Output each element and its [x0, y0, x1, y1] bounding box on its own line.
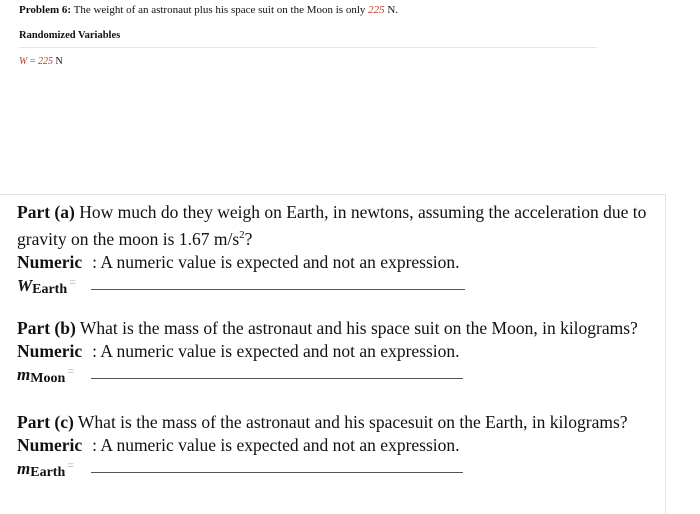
- rv-value: 225: [37, 56, 53, 67]
- parts-panel: [0, 194, 666, 514]
- part-c-var-sub: Earth: [30, 465, 66, 480]
- part-c-var-symbol: m: [17, 459, 31, 478]
- part-c-question: Part (c) What is the mass of the astronaut and his spacesuit on the Earth, in kilograms?: [17, 412, 628, 432]
- randomized-divider: [19, 47, 597, 48]
- part-a-answer-blank[interactable]: [91, 289, 465, 290]
- part-b-var-sub: Moon: [30, 371, 66, 386]
- part-b-numeric-hint: Numeric : A numeric value is expected and not an expression.: [17, 341, 460, 361]
- part-c-numeric-label: Numeric: [17, 435, 83, 455]
- part-c-numeric-hint: Numeric : A numeric value is expected and not an expression.: [17, 435, 460, 455]
- part-a-question: Part (a) How much do they weigh on Earth, in newtons, assuming the acceleration due to gravity on the moon is 1.67 $m/s^2$?: [17, 202, 647, 249]
- part-c-answer-blank[interactable]: [91, 472, 463, 473]
- part-b-numeric-label: Numeric: [17, 341, 83, 361]
- part-a-numeric-hint: Numeric : A numeric value is expected and not an expression.: [17, 251, 460, 272]
- rv-equals: =: [29, 56, 36, 67]
- problem-header-panel: [0, 0, 700, 190]
- rv-symbol: W: [19, 56, 28, 67]
- part-a-var-sub: Earth: [32, 281, 68, 297]
- problem-weight-value: 225: [368, 4, 385, 16]
- rv-unit: N: [55, 56, 63, 67]
- part-a-label: Part (a): [17, 202, 75, 222]
- part-b-question: Part (b) What is the mass of the astronaut and his space suit on the Moon, in kilograms?: [17, 318, 638, 338]
- part-a-answer-row: WEarth =: [17, 274, 667, 298]
- part-a-numeric-label: Numeric: [17, 251, 83, 272]
- part-c-answer-row: mEarth =: [17, 457, 667, 481]
- part-c-label: Part (c): [17, 412, 74, 432]
- part-b-answer-row: mMoon =: [17, 363, 667, 387]
- part-b-var-symbol: m: [17, 365, 31, 384]
- randomized-variables-heading: Randomized Variables: [19, 30, 121, 41]
- problem-text: The weight of an astronaut plus his space suit on the Moon is only: [73, 4, 366, 16]
- part-b-answer-blank[interactable]: [91, 378, 463, 379]
- part-b-label: Part (b): [17, 318, 76, 338]
- part-c: [17, 411, 667, 481]
- part-b: [17, 317, 667, 387]
- part-a: [17, 201, 667, 298]
- randomized-variable-weight: [19, 56, 63, 67]
- part-a-var-symbol: W: [17, 275, 33, 295]
- problem-statement: [19, 4, 398, 16]
- problem-label: Problem 6:: [19, 4, 72, 16]
- problem-weight-unit: N.: [387, 4, 399, 16]
